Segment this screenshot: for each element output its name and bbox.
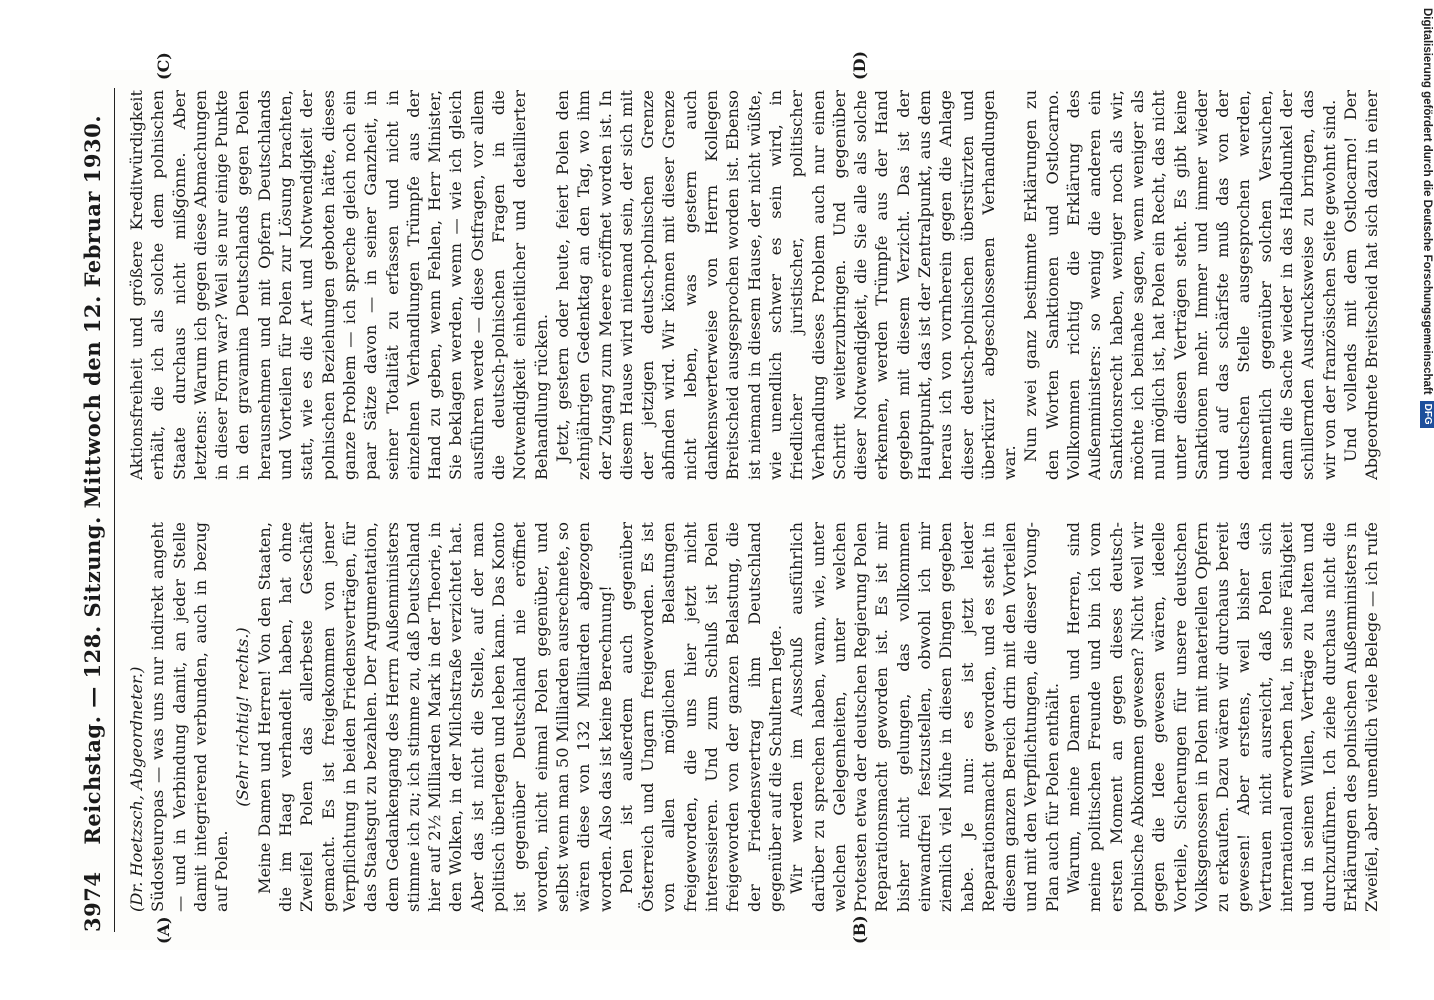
speaker-line: (Dr. Hoetzsch, Abgeordneter.) (127, 666, 146, 912)
page-number: 3974 (80, 871, 105, 932)
digitization-notice (1418, 8, 1434, 992)
page-header (80, 88, 115, 932)
interjection: (Sehr richtig! rechts.) (233, 627, 253, 807)
paragraph: Jetzt, gestern oder heute, feiert Polen den zehnjährigen Gedenktag an den Tag, wo ihm der Zugang zum Meere eröffnet worden ist. In diesem Hause wird niemand sein, der sich mit der jetzigen deutsch-polnischen Grenze abfinden wird. Wir können mit dieser Grenze nicht leben, was gestern auch dankenswerterweise von Herrn Kollegen Breitscheid ausgesprochen worden ist. Ebenso ist niemand in diesem Hause, der nicht wüßte, wie unendlich schwer es sein wird, in friedlicher juristischer, politischer Verhandlung dieses Problem auch nur einen Schritt weiterzubringen. Und gegenüber dieser Notwendigkeit, die Sie alle als solche erkennen, werden Trümpfe aus der Hand gegeben mit diesem Verzicht. Das ist der Hauptpunkt, das ist der Zentralpunkt, aus dem heraus ich von vornherein gegen die Anlage dieser deutsch-polnischen überstürzten und überkürzt abgeschlossenen Verhandlungen war. (552, 90, 1020, 480)
left-text-column (126, 522, 1382, 912)
paragraph: Und vollends mit dem Ostlocarno! Der Abgeordnete Breitscheid hat sich dazu in einer (1340, 90, 1382, 480)
right-text-column (126, 90, 1382, 480)
session-title: Reichstag. — 128. Sitzung. Mittwoch den 12. Februar 1930. (80, 114, 105, 845)
margin-marker-c: (C) (154, 52, 173, 80)
margin-marker-a: (A) (154, 916, 173, 944)
paragraph: Südosteuropas — was uns nur indirekt angeht — und in Verbindung damit, an jeder Stelle damit integrierend verbunden, auch in bezug auf Polen. (148, 522, 232, 912)
paragraph: Nun zwei ganz bestimmte Erklärungen zu den Worten Sanktionen und Ostlocarno. Vollkommen richtig die Erklärung des Außenministers: so wenig die anderen ein Sanktionsrecht haben, weniger noch als wir, möchte ich beinahe sagen, wenn weniger als null möglich ist, hat Polen ein Recht, das nicht unter diesen Verträgen steht. Es gibt keine Sanktionen mehr. Immer und immer wieder und auf das schärfste muß das von der deutschen Stelle ausgesprochen werden, namentlich gegenüber solchen Versuchen, dann die Sache wieder in das Halbdunkel der schillernden Ausdrucksweise zu bringen, das wir von der französischen Seite gewohnt sind. (1021, 90, 1339, 480)
paragraph: Warum, meine Damen und Herren, sind meine politischen Freunde und bin ich vom ersten Moment an gegen dieses deutsch-polnische Abkommen gewesen? Nicht weil wir gegen die Idee gewesen wären, ideelle Vorteile, Sicherungen für unsere deutschen Volksgenossen in Polen mit materiellen Opfern zu erkaufen. Dazu wären wir durchaus bereit gewesen! Aber erstens, weil bisher das Vertrauen nicht ausreicht, daß Polen sich international erworben hat, in seine Fähigkeit und in seinen Willen, Verträge zu halten und durchzuführen. Ich ziehe durchaus nicht die Erklärungen des polnischen Außenministers in Zweifel, aber unendlich viele Belege — ich rufe (1064, 522, 1382, 912)
margin-marker-b: (B) (850, 915, 869, 944)
digitization-text: Digitalisierung gefördert durch die Deutsche Forschungsgemeinschaft (1421, 8, 1433, 395)
rotated-document-page (70, 50, 1390, 950)
margin-marker-d: (D) (850, 50, 869, 80)
paragraph: Wir werden im Ausschuß ausführlich darüber zu sprechen haben, wann, wie, unter welchen Gelegenheiten, unter welchen Protesten etwa der deutschen Regierung Polen Reparationsmacht geworden ist. Es ist mir bisher nicht gelungen, das vollkommen einwandfrei festzustellen, obwohl ich mir ziemlich viel Mühe in diesen Dingen gegeben habe. Je nun: es ist jetzt leider Reparationsmacht geworden, und es steht in diesem ganzen Bereich drin mit den Vorteilen und mit den Verpflichtungen, die dieser Young-Plan auch für Polen enthält. (787, 522, 1062, 912)
paragraph: Polen ist außerdem auch gegenüber Österreich und Ungarn freigeworden. Es ist von allen möglichen Belastungen freigeworden, die uns hier jetzt nicht interessieren. Und zum Schluß ist Polen freigeworden von der ganzen Belastung, die der Friedensvertrag ihm Deutschland gegenüber auf die Schultern legte. (616, 522, 785, 912)
paragraph: Meine Damen und Herren! Von den Staaten, die im Haag verhandelt haben, hat ohne Zweifel Polen das allerbeste Geschäft gemacht. Es ist freigekommen von jener Verpflichtung in beiden Friedensverträgen, für das Staatsgut zu bezahlen. Der Argumentation, dem Gedankengang des Herrn Außenministers stimme ich zu; ich stimme zu, daß Deutschland hier auf 2½ Milliarden Mark in der Theorie, in den Wolken, in der Milchstraße verzichtet hat. Aber das ist nicht die Stelle, auf der man politisch überlegen und leben kann. Das Konto ist gegenüber Deutschland nie eröffnet worden, nicht einmal Polen gegenüber, und selbst wenn man 50 Milliarden ausrechnete, so wären diese von 132 Milliarden abgezogen worden. Also das ist keine Berechnung! (254, 522, 615, 912)
paragraph: Aktionsfreiheit und größere Kreditwürdigkeit erhält, die ich als solche dem polnischen Staate durchaus nicht mißgönne. Aber letztens: Warum ich gegen diese Abmachungen in dieser Form war? Weil sie nur einige Punkte in den gravamina Deutschlands gegen Polen herausnehmen und mit Opfern Deutschlands und Vorteilen für Polen zur Lösung brachten, statt, wie es die Art und Notwendigkeit der polnischen Beziehungen geboten hätte, dieses ganze Problem — ich spreche gleich noch ein paar Sätze davon — in seiner Ganzheit, in seiner Totalität zu erfassen und nicht in einzelnen Verhandlungen Trümpfe aus der Hand zu geben, wenn Fehlen, Herr Minister, Sie beklagen werden, wenn — wie ich gleich ausführen werde — diese Ostfragen, vor allem die deutsch-polnischen Fragen in die Notwendigkeit einheitlicher und detaillierter Behandlung rücken. (127, 90, 551, 480)
dfg-logo: DFG (1420, 401, 1434, 428)
